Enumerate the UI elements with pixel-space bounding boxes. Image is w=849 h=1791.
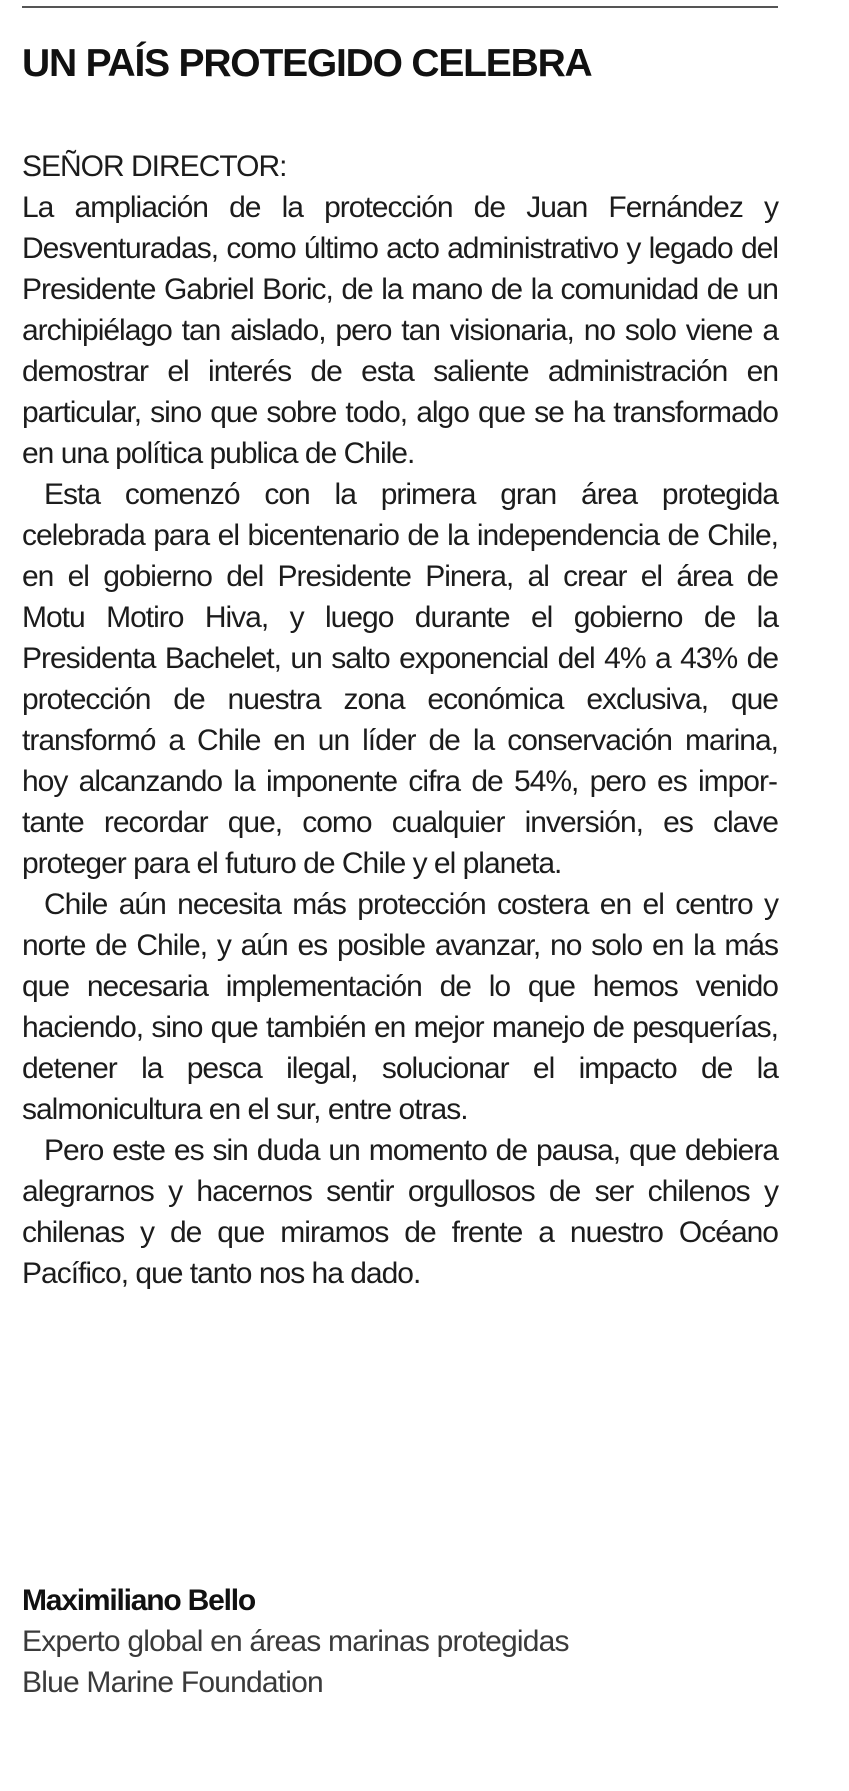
- author-organization: Blue Marine Foundation: [22, 1666, 323, 1699]
- top-divider: [22, 6, 778, 8]
- letter-paragraph-3: Chile aún necesita más protección costera en el centro y norte de Chile, y aún es posible avanzar, no solo en la más que necesaria implementación de lo que hemos venido haciendo, sino que también en mejor manejo de pesquerías, detener la pesca ilegal, solucionar el impacto de la salmonicultura en el sur, entre otras.: [22, 888, 778, 1126]
- letter-paragraph-4: Pero este es sin duda un momento de pausa, que debiera alegrarnos y hacernos sentir orgullosos de ser chilenos y chilenas y de que miramos de frente a nuestro Océano Pacífico, que tanto nos ha dado.: [22, 1134, 778, 1290]
- letter-headline: UN PAÍS PROTEGIDO CELEBRA: [22, 42, 592, 85]
- author-title: Experto global en áreas marinas protegidas: [22, 1625, 569, 1658]
- letter-paragraph-1: La ampliación de la protección de Juan Fernández y Desventuradas, como último acto administrativo y legado del Presidente Gabriel Boric, de la mano de la comunidad de un archipiélago tan aislado, pero tan visionaria, no solo viene a demostrar el interés de esta saliente administración en particular, sino que sobre todo, algo que se ha transformado en una política publica de Chile.: [22, 191, 778, 470]
- letter-body: [22, 146, 778, 1294]
- author-name: Maximiliano Bello: [22, 1584, 255, 1617]
- signature-block: [22, 1580, 778, 1703]
- letter-paragraph-2: Esta comenzó con la primera gran área protegida celebrada para el bicentenario de la independencia de Chile, en el gobierno del Presidente Pinera, al crear el área de Motu Motiro Hiva, y luego durante el gobierno de la Presidenta Bachelet, un salto exponencial del 4% a 43% de protección de nuestra zona económica exclusiva, que transformó a Chile en un líder de la conservación marina, hoy alcanzando la imponente cifra de 54%, pero es importante recordar que, como cualquier inversión, es clave proteger para el futuro de Chile y el planeta.: [22, 478, 778, 880]
- letter-salutation: SEÑOR DIRECTOR:: [22, 150, 287, 183]
